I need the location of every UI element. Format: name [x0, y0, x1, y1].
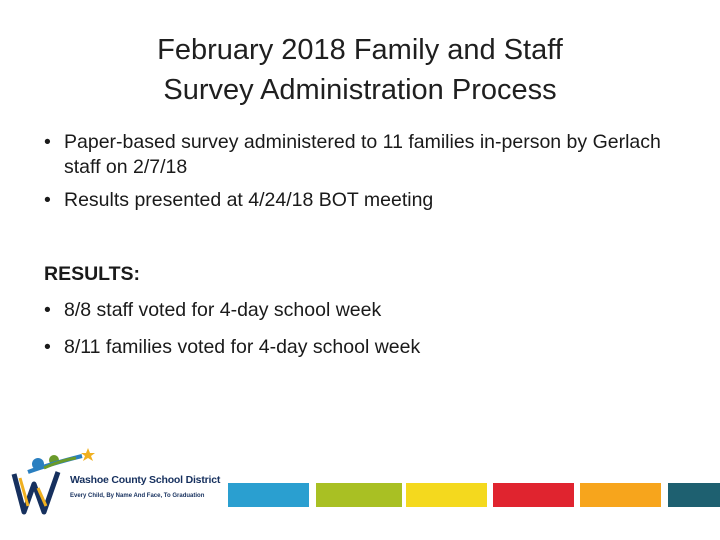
- result-item: [44, 298, 684, 323]
- star-icon: [81, 448, 95, 461]
- slide-title: [60, 30, 660, 110]
- slide-title-line-1: February 2018 Family and Staff: [157, 34, 563, 66]
- bullet-text: Results presented at 4/24/18 BOT meeting: [64, 189, 434, 211]
- result-text: 8/11 families voted for 4-day school week: [64, 336, 421, 358]
- footer-color-bar-5: [580, 483, 661, 507]
- bullet-item: [44, 130, 684, 180]
- bullet-dot-icon: •: [44, 131, 51, 153]
- process-bullet-list: [44, 130, 684, 213]
- footer-color-bar-6: [668, 483, 720, 507]
- results-heading: RESULTS:: [44, 263, 141, 285]
- bullet-text: Paper-based survey administered to 11 families in-person by Gerlach staff on 2/7/18: [64, 131, 661, 178]
- slide-title-line-2: Survey Administration Process: [163, 74, 557, 106]
- bullet-dot-icon: •: [44, 336, 51, 358]
- bullet-item: [44, 188, 684, 213]
- logo-district-name: Washoe County School District: [70, 474, 221, 486]
- logo-tagline: Every Child, By Name And Face, To Graduation: [70, 493, 205, 499]
- result-text: 8/8 staff voted for 4-day school week: [64, 299, 382, 321]
- bullet-dot-icon: •: [44, 299, 51, 321]
- footer-color-bar-3: [406, 483, 487, 507]
- footer-color-bar-2: [316, 483, 402, 507]
- footer-color-bar-4: [493, 483, 574, 507]
- result-item: [44, 335, 684, 360]
- results-bullet-list: [44, 298, 684, 372]
- footer-color-bar-1: [228, 483, 309, 507]
- bullet-dot-icon: •: [44, 189, 51, 211]
